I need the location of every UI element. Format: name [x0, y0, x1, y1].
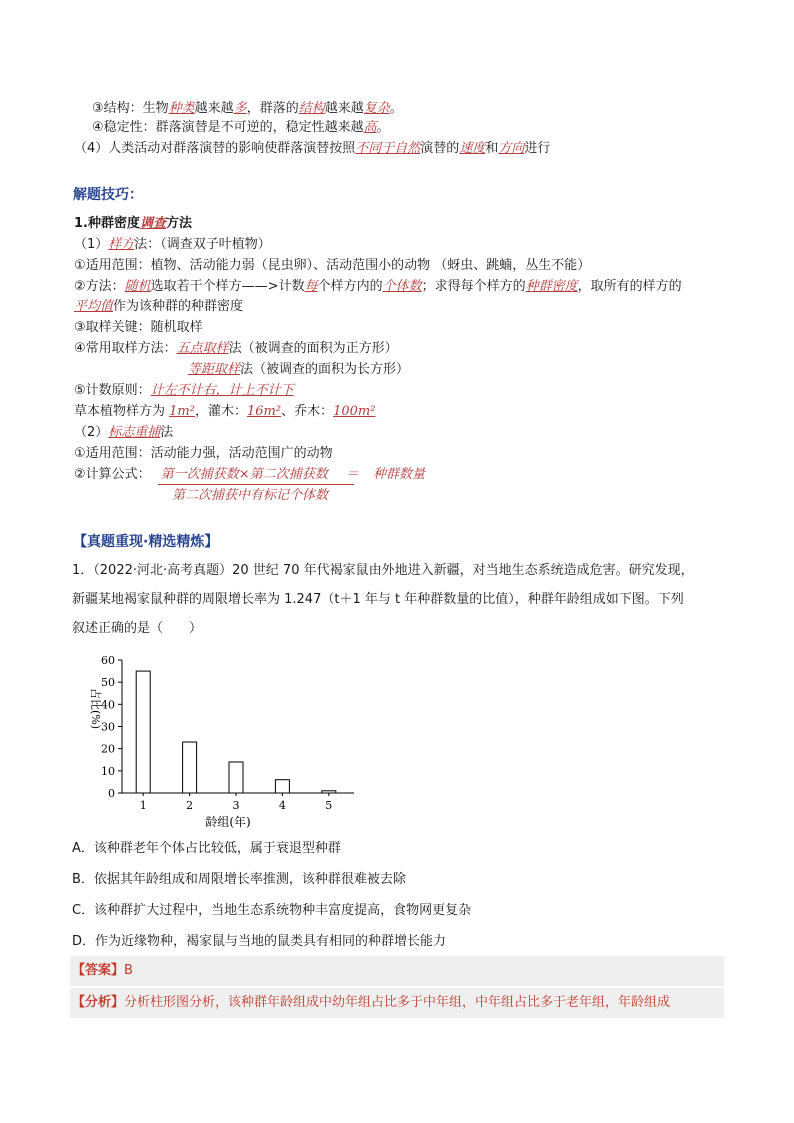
text: ，灌木：: [194, 404, 247, 419]
question-line-2: 新疆某地褐家鼠种群的周限增长率为 1.247（t＋1 年与 t 年种群数量的比值），种群年龄组成如下图。下列: [72, 592, 684, 607]
option-b[interactable]: B．依据其年龄组成和周限增长率推测，该种群很难被去除: [72, 872, 406, 887]
option-c[interactable]: C．该种群扩大过程中，当地生态系统物种丰富度提高，食物网更复杂: [72, 903, 472, 918]
analysis-line: [72, 994, 670, 1012]
answer-fill: 多: [233, 101, 247, 116]
y-tick-label: 20: [101, 742, 115, 756]
tips-subheading: [74, 215, 192, 233]
mark-recapture-scope-line: ①适用范围：活动能力强，活动范围广的动物: [74, 446, 333, 461]
text: 个样方内的: [317, 279, 383, 294]
y-tick-label: 50: [101, 676, 115, 690]
answer-fill: 种类: [168, 101, 195, 116]
text: 、乔木：: [281, 404, 334, 419]
text: ，取所有的样方的: [577, 279, 682, 294]
text: 法：（调查双子叶植物）: [134, 237, 271, 252]
bar: [183, 742, 197, 793]
text: 方法: [166, 216, 193, 231]
analysis-label: 【分析】: [72, 995, 125, 1010]
answer-fill: 16m²: [246, 404, 282, 419]
answer-fill: 复杂: [363, 101, 390, 116]
fraction-bar: [158, 484, 354, 485]
text: 。: [389, 101, 403, 116]
answer-fill: 速度: [459, 141, 486, 156]
sampling-methods-line-2: [188, 361, 409, 379]
x-tick-label: 4: [278, 799, 286, 812]
text: ④常用取样方法：: [74, 341, 177, 356]
answer-fill: 平均值: [74, 299, 114, 314]
option-d[interactable]: D．作为近缘物种，褐家鼠与当地的鼠类具有相同的种群增长能力: [72, 934, 447, 949]
answer-fill: 标志重捕: [108, 425, 161, 440]
answer-fill: 方向: [498, 141, 525, 156]
tips-heading: 解题技巧：: [73, 187, 143, 203]
answer-fill: 1m²: [169, 404, 195, 419]
answer-fill: 每: [304, 279, 318, 294]
exam-heading: 【真题重现·精选精炼】: [73, 534, 219, 550]
y-tick-label: 30: [101, 720, 115, 734]
text: 演替的: [420, 141, 460, 156]
quadrat-size-line: [74, 403, 375, 421]
mark-recapture-line: [74, 424, 173, 442]
text: ③结构：生物: [92, 101, 169, 116]
bar: [136, 671, 150, 793]
succession-stability-line: [92, 119, 390, 137]
text: （4）人类活动对群落演替的影响使群落演替按照: [74, 141, 356, 156]
text: 。: [376, 120, 390, 135]
text: 选取若干个样方——>计数: [150, 279, 305, 294]
y-axis-label: 占比(%): [89, 687, 102, 730]
succession-human-line: [74, 140, 550, 158]
formula-line-top: [74, 466, 425, 484]
answer-fill: 不同于自然: [355, 141, 421, 156]
x-tick-label: 1: [139, 799, 147, 812]
text: 和: [485, 141, 499, 156]
answer-band: [70, 956, 724, 986]
question-line-1: 1．（2022·河北·高考真题）20 世纪 70 年代褐家鼠由外地进入新疆，对当地生态系统造成危害。研究发现，: [72, 563, 694, 578]
answer-fill: 等距取样: [188, 362, 241, 377]
text: ，群落的: [246, 101, 299, 116]
question-line-3: 叙述正确的是（ ）: [72, 621, 203, 636]
x-axis-label: 龄组(年): [205, 815, 251, 829]
quadrat-scope-line: ①适用范围：植物、活动能力弱（昆虫卵）、活动范围小的动物 （蚜虫、跳蝻，丛生不能）: [74, 258, 591, 273]
quadrat-average-line: [74, 298, 243, 316]
quadrat-procedure-line: [74, 278, 682, 296]
answer-fill: 100m²: [333, 404, 376, 419]
answer-fill: 样方: [108, 237, 135, 252]
bar: [322, 791, 336, 793]
answer-fill: 调查: [139, 216, 166, 231]
x-tick-label: 2: [186, 799, 194, 812]
age-structure-chart: [76, 648, 376, 830]
text: 法（被调查的面积为正方形）: [228, 341, 398, 356]
succession-structure-line: [92, 100, 403, 118]
option-a[interactable]: A．该种群老年个体占比较低，属于衰退型种群: [72, 841, 341, 856]
answer-fill: 结构: [298, 101, 325, 116]
text: （2）: [74, 425, 109, 440]
formula-result: 种群数量: [373, 467, 426, 482]
text: ②计算公式：: [74, 467, 151, 482]
bar: [275, 780, 289, 793]
x-tick-label: 3: [232, 799, 240, 812]
answer-label: 【答案】: [72, 963, 125, 978]
y-tick-label: 0: [108, 787, 115, 800]
formula-numerator: 第一次捕获数×第二次捕获数: [160, 467, 328, 482]
sampling-key-line: ③取样关键：随机取样: [74, 320, 203, 335]
text: ；求得每个样方的: [421, 279, 526, 294]
counting-principle-line: [74, 382, 294, 400]
text: 进行: [524, 141, 551, 156]
text: 越来越: [194, 101, 234, 116]
text: ④稳定性：群落演替是不可逆的，稳定性越来越: [92, 120, 364, 135]
text: （1）: [74, 237, 109, 252]
text: 法（被调查的面积为长方形）: [240, 362, 410, 377]
text: 越来越: [324, 101, 364, 116]
text: 作为该种群的种群密度: [113, 299, 244, 314]
x-tick-label: 5: [325, 799, 333, 812]
answer-fill: 五点取样: [176, 341, 229, 356]
answer-fill: 个体数: [382, 279, 422, 294]
answer-fill: 随机: [124, 279, 151, 294]
formula-denominator: 第二次捕获中有标记个体数: [172, 488, 329, 503]
sampling-methods-line: [74, 340, 398, 358]
answer-line: [72, 962, 133, 980]
text: ⑤计数原则：: [74, 383, 151, 398]
answer-fill: 高: [363, 120, 377, 135]
analysis-text: 分析柱形图分析，该种群年龄组成中幼年组占比多于中年组，中年组占比多于老年组，年龄组成: [124, 995, 671, 1010]
formula-equals: ＝: [345, 467, 359, 482]
text: 1.种群密度: [74, 216, 140, 231]
answer-fill: 种群密度: [525, 279, 578, 294]
text: ②方法：: [74, 279, 125, 294]
answer-fill: 计左不计右，计上不计下: [150, 383, 294, 398]
text: 法: [160, 425, 174, 440]
bar: [229, 762, 243, 793]
y-tick-label: 60: [101, 654, 115, 667]
y-tick-label: 10: [101, 764, 115, 778]
text: 草本植物样方为: [74, 404, 170, 419]
y-tick-label: 40: [101, 698, 115, 712]
quadrat-method-line: [74, 236, 271, 254]
answer-value: B: [124, 963, 133, 978]
